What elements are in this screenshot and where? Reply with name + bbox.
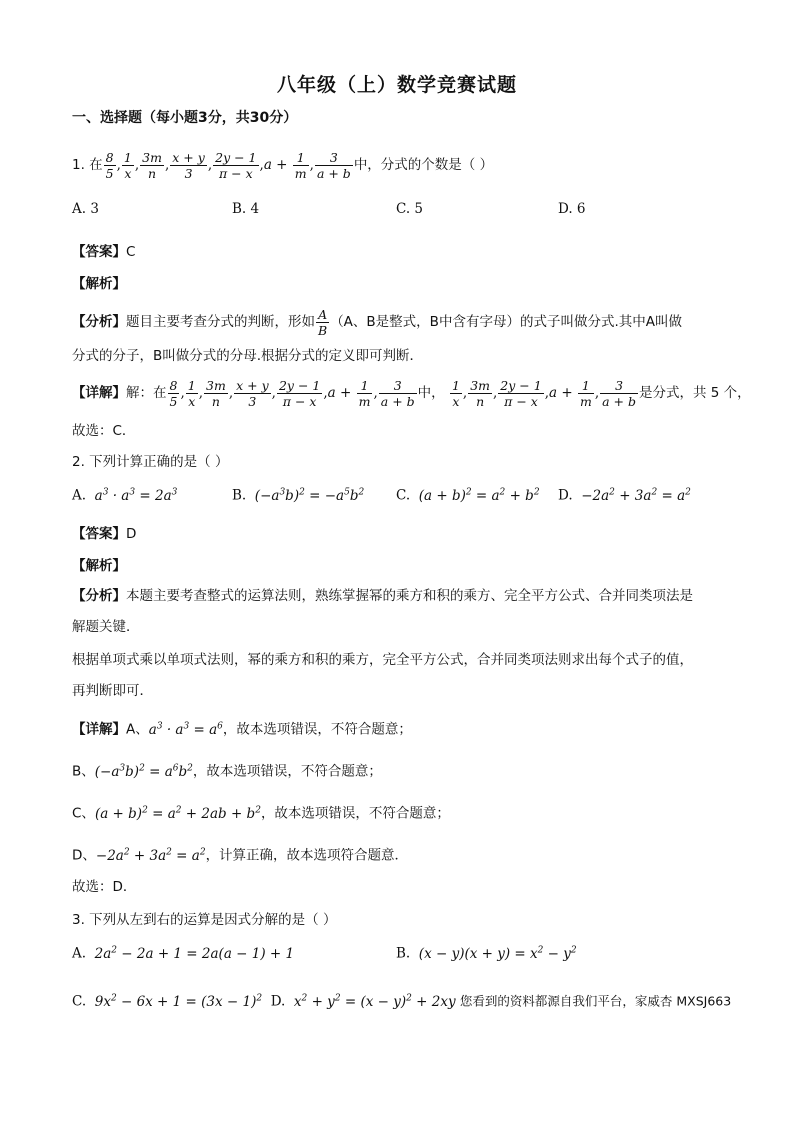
- q2-detail-a: 【详解】A、$a^3 \cdot a^3 = a^6$，故本选项错误，不符合题意；: [72, 721, 412, 738]
- q2-answer: 【答案】D: [72, 526, 137, 542]
- q1-choose: 故选：C．: [72, 423, 136, 439]
- q1-option-b: B. 4: [232, 201, 260, 217]
- question-1-stem: 1. 在 $\frac{8}{5}$ , $\frac{1}{x}$ , $\frac{3m}{n}$ , $\frac{x + y}{3}$ , $\frac{2y - 1}{\pi - x}$ ,a + $\frac{1}{m}$ , $\frac{3}{a + b}$ 中，分式的个数是（ ）: [72, 150, 494, 181]
- q1-analysis-line-2: 分式的分子，B叫做分式的分母.根据分式的定义即可判断．: [72, 348, 424, 364]
- q2-analysis-line-4: 再判断即可．: [72, 683, 153, 699]
- q2-jiexi-label: 【解析】: [72, 558, 126, 574]
- q1-option-d: D. 6: [558, 201, 586, 217]
- q3-option-d: D. $x^2 + y^2 = (x - y)^2 + 2xy$: [266, 993, 456, 1010]
- q2-option-d: D. $-2a^2 + 3a^2 = a^2$: [558, 487, 691, 504]
- q1-jiexi-label: 【解析】: [72, 276, 126, 292]
- q1-detail: 【详解】解：在 $\frac{8}{5}$ , $\frac{1}{x}$ , $\frac{3m}{n}$ , $\frac{x + y}{3}$ , $\frac{2y - 1}{\pi - x}$ ,a + $\frac{1}{m}$ , $\frac{3}{a + b}$ 中， $\frac{1}{x}$ , $\frac{3m}{n}$ , $\frac{2y - 1}{\pi - x}$ ,a + $\frac{1}{m}$ , $\frac{3}{a + b}$ 是分式，共 5 个，: [72, 378, 751, 409]
- q2-detail-b: B、$(-a^3b)^2 = a^6b^2$，故本选项错误，不符合题意；: [72, 763, 382, 780]
- section-heading: 一、选择题（每小题3分，共30分）: [72, 110, 298, 126]
- q2-choose: 故选：D．: [72, 879, 137, 895]
- q1-answer: 【答案】C: [72, 244, 136, 260]
- question-2-stem: 2. 下列计算正确的是（ ）: [72, 454, 229, 470]
- q3-option-c: C. $9x^2 - 6x + 1 = (3x - 1)^2$: [72, 993, 263, 1010]
- q2-option-a: A. $a^3 \cdot a^3 = 2a^3$: [72, 487, 178, 504]
- q2-option-c: C. $(a + b)^2 = a^2 + b^2$: [396, 487, 540, 504]
- q1-option-c: C. 5: [396, 201, 424, 217]
- question-3-stem: 3. 下列从左到右的运算是因式分解的是（ ）: [72, 912, 337, 928]
- q2-option-b: B. $(-a^3b)^2 = -a^5b^2$: [232, 487, 365, 504]
- q1-option-a: A. 3: [72, 201, 99, 217]
- q3-options-cd: [72, 988, 734, 1012]
- q3-option-b: B. $(x - y)(x + y) = x^2 - y^2$: [396, 945, 577, 962]
- watermark-text: 您看到的资料都源自我们平台，家威杏 MXSJ663: [459, 993, 732, 1009]
- q2-analysis-line-1: 【分析】本题主要考查整式的运算法则，熟练掌握幂的乘方和积的乘方、完全平方公式、合并同类项法是: [72, 588, 693, 604]
- page-title: 八年级（上）数学竞赛试题: [276, 74, 517, 96]
- q2-detail-d: D、$-2a^2 + 3a^2 = a^2$，计算正确，故本选项符合题意．: [72, 847, 409, 864]
- q2-analysis-line-2: 解题关键．: [72, 619, 140, 635]
- q2-analysis-line-3: 根据单项式乘以单项式法则，幂的乘方和积的乘方，完全平方公式，合并同类项法则求出每个式子的值，: [72, 652, 693, 668]
- q1-analysis-line-1: 【分析】题目主要考查分式的判断，形如 $\frac{A}{B}$ （A、B是整式，B中含有字母）的式子叫做分式.其中A叫做: [72, 307, 682, 338]
- q3-option-a: A. $2a^2 - 2a + 1 = 2a(a - 1) + 1$: [72, 945, 295, 962]
- q2-detail-c: C、$(a + b)^2 = a^2 + 2ab + b^2$，故本选项错误，不符合题意；: [72, 805, 450, 822]
